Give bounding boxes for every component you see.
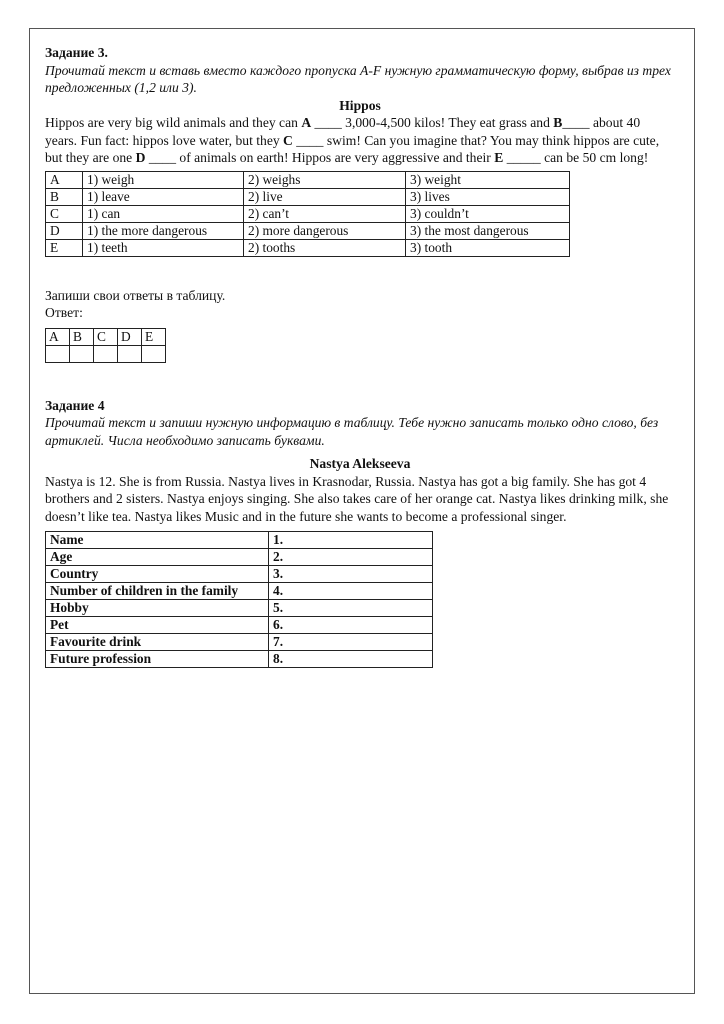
answer-cell-a[interactable] <box>46 345 70 362</box>
answer-header-b: B <box>70 328 94 345</box>
table-row <box>46 634 433 651</box>
answer-label: Ответ: <box>45 305 83 320</box>
answer-cell-b[interactable] <box>70 345 94 362</box>
text-fragment: ____ of animals on earth! Hippos are very aggressive and their <box>145 150 495 165</box>
text-fragment: ____ about 40 years. Fun fact: hippos love water, but they <box>45 115 641 148</box>
info-label: Future profession <box>46 651 269 668</box>
info-label: Country <box>46 566 269 583</box>
answer-prompt: Запиши свои ответы в таблицу. <box>45 287 226 303</box>
answer-cell-d[interactable] <box>118 345 142 362</box>
info-label: Name <box>46 532 269 549</box>
answer-header-d: D <box>118 328 142 345</box>
task4-instruction: Прочитай текст и запиши нужную информацию в таблицу. Тебе нужно записать только одно слово, без артиклей. Числа необходимо записать буквами. <box>45 415 659 448</box>
info-answer-cell[interactable]: 2. <box>269 549 433 566</box>
option-1: 1) can <box>83 205 244 222</box>
option-3: 3) the most dangerous <box>406 222 570 239</box>
worksheet-content <box>45 44 675 668</box>
table-row <box>46 171 570 188</box>
table-row <box>46 600 433 617</box>
table-row <box>46 583 433 600</box>
info-answer-cell[interactable]: 3. <box>269 566 433 583</box>
option-letter: C <box>46 205 83 222</box>
info-answer-cell[interactable]: 1. <box>269 532 433 549</box>
info-label: Number of children in the family <box>46 583 269 600</box>
gap-letter-d: D <box>135 150 146 165</box>
option-letter: A <box>46 171 83 188</box>
info-table <box>45 531 433 668</box>
text-fragment: Hippos are very big wild animals and they can <box>45 115 302 130</box>
answer-table <box>45 328 166 363</box>
table-row <box>46 188 570 205</box>
spacer <box>45 257 675 287</box>
spacer <box>45 363 675 397</box>
option-letter: B <box>46 188 83 205</box>
option-2: 2) weighs <box>244 171 406 188</box>
option-2: 2) live <box>244 188 406 205</box>
option-3: 3) couldn’t <box>406 205 570 222</box>
option-1: 1) weigh <box>83 171 244 188</box>
option-3: 3) lives <box>406 188 570 205</box>
info-label: Hobby <box>46 600 269 617</box>
info-answer-cell[interactable]: 8. <box>269 651 433 668</box>
option-2: 2) more dangerous <box>244 222 406 239</box>
options-table <box>45 171 570 257</box>
option-3: 3) tooth <box>406 239 570 256</box>
answer-cell-c[interactable] <box>94 345 118 362</box>
task3-heading: Задание 3. <box>45 45 108 60</box>
gap-letter-b: B <box>553 115 563 130</box>
task4-text: Nastya is 12. She is from Russia. Nastya lives in Krasnodar, Russia. Nastya has got a big family. She has got 4 brothers and 2 sisters. Nastya enjoys singing. She also takes care of her orange cat. Nastya likes drinking milk, she doesn’t like tea. Nastya likes Music and in the future she wants to become a professional singer. <box>45 473 669 524</box>
option-1: 1) teeth <box>83 239 244 256</box>
task3-title: Hippos <box>339 97 381 113</box>
text-fragment: ____ 3,000-4,500 kilos! They eat grass and <box>311 115 554 130</box>
task3-text <box>45 114 675 167</box>
option-letter: E <box>46 239 83 256</box>
info-label: Favourite drink <box>46 634 269 651</box>
table-row <box>46 532 433 549</box>
option-letter: D <box>46 222 83 239</box>
gap-letter-e: E <box>494 150 504 165</box>
task4-heading: Задание 4 <box>45 397 105 413</box>
option-1: 1) the more dangerous <box>83 222 244 239</box>
answer-header-c: C <box>94 328 118 345</box>
table-row <box>46 549 433 566</box>
option-2: 2) tooths <box>244 239 406 256</box>
task3-instruction: Прочитай текст и вставь вместо каждого пропуска A-F нужную грамматическую форму, выбрав из трех предложенных (1,2 или 3). <box>45 62 671 95</box>
gap-letter-c: C <box>283 132 293 148</box>
option-3: 3) weight <box>406 171 570 188</box>
info-label: Pet <box>46 617 269 634</box>
table-row <box>46 205 570 222</box>
answer-header-e: E <box>142 328 166 345</box>
table-row <box>46 239 570 256</box>
info-answer-cell[interactable]: 5. <box>269 600 433 617</box>
text-fragment: ____ swim! Can you imagine that? You may think hippos are cute, but they are one <box>45 132 660 165</box>
text-fragment: _____ can be 50 cm long! <box>503 150 649 165</box>
option-1: 1) leave <box>83 188 244 205</box>
info-label: Age <box>46 549 269 566</box>
option-2: 2) can’t <box>244 205 406 222</box>
table-row <box>46 566 433 583</box>
answer-cell-e[interactable] <box>142 345 166 362</box>
table-row <box>46 328 166 345</box>
table-row <box>46 222 570 239</box>
gap-letter-a: A <box>301 115 312 130</box>
info-answer-cell[interactable]: 4. <box>269 583 433 600</box>
answer-header-a: A <box>46 328 70 345</box>
info-answer-cell[interactable]: 7. <box>269 634 433 651</box>
table-row <box>46 345 166 362</box>
table-row <box>46 651 433 668</box>
task4-title: Nastya Alekseeva <box>309 456 411 471</box>
table-row <box>46 617 433 634</box>
info-answer-cell[interactable]: 6. <box>269 617 433 634</box>
